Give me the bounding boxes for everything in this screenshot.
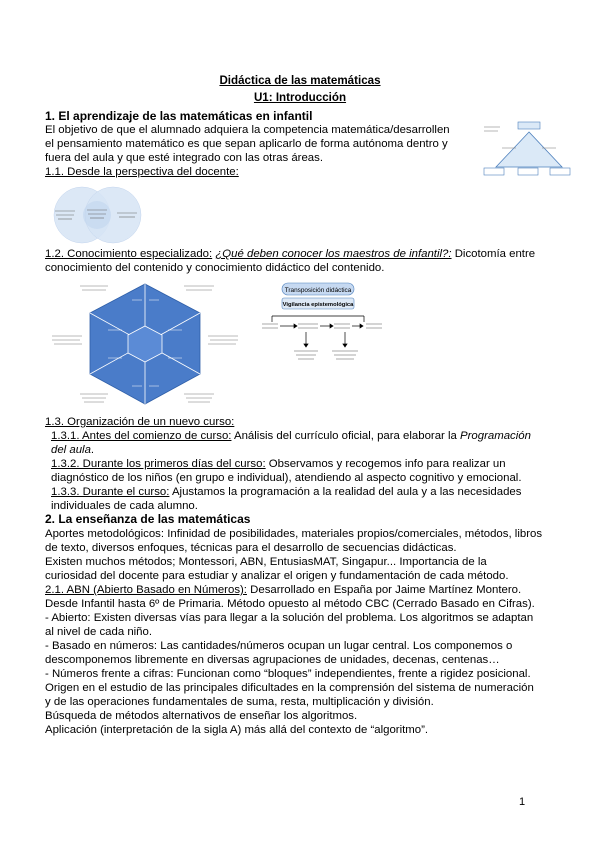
- list-item: - Abierto: Existen diversas vías para llegar a la solución del problema. Los algoritmos se adaptan: [45, 612, 534, 624]
- section-2-heading: 2. La enseñanza de las matemáticas: [45, 512, 251, 526]
- paragraph-line: el pensamiento matemático es que sepan aplicarlo de forma autónoma dentro y: [45, 138, 448, 150]
- triangle-diagram-figure: [480, 120, 575, 178]
- subsection-2-1: 2.1. ABN (Abierto Basado en Números): Desarrollado en España por Jaime Martínez Montero.: [45, 584, 522, 596]
- page-number: 1: [519, 796, 526, 808]
- document-title: Didáctica de las matemáticas: [219, 74, 381, 87]
- venn-diagram-figure: [47, 186, 147, 244]
- paragraph-line: Origen en el estudio de las principales dificultades en la comprensión del sistema de numeración: [45, 682, 534, 694]
- hexagon-knowledge-figure: [50, 280, 240, 410]
- subsection-1-2: 1.2. Conocimiento especializado: ¿Qué deben conocer los maestros de infantil?: Dicotomía entre: [45, 248, 536, 260]
- list-item-continuation: al nivel de cada niño.: [45, 626, 153, 638]
- subsection-1-3: 1.3. Organización de un nuevo curso:: [45, 416, 235, 428]
- list-item: - Basado en números: Las cantidades/números ocupan un lugar central. Los componemos o: [45, 640, 513, 652]
- paragraph-line: diagnóstico de los niños (en grupo e individual), atendiendo al aspecto cognitivo y emocional.: [51, 472, 522, 484]
- subsection-1-1: 1.1. Desde la perspectiva del docente:: [45, 166, 239, 178]
- paragraph-line: de texto, diversos enfoques, técnicas para el desarrollo de secuencias didácticas.: [45, 542, 457, 554]
- flow-top-label: Transposición didáctica: [284, 287, 352, 294]
- paragraph-line: El objetivo de que el alumnado adquiera la competencia matemática/desarrollen: [45, 124, 450, 136]
- paragraph-line: fuera del aula y que esté integrado con las otras áreas.: [45, 152, 323, 164]
- paragraph-line: Aplicación (interpretación de la sigla A) más allá del contexto de “algoritmo”.: [45, 724, 429, 736]
- paragraph-line: Búsqueda de métodos alternativos de enseñar los algoritmos.: [45, 710, 358, 722]
- subsection-1-3-3: 1.3.3. Durante el curso: Ajustamos la programación a la realidad del aula y a las necesidades: [51, 486, 522, 498]
- subsection-1-3-1: 1.3.1. Antes del comienzo de curso: Análisis del currículo oficial, para elaborar la Programación: [51, 430, 531, 442]
- paragraph-line: conocimiento del contenido y conocimiento didáctico del contenido.: [45, 262, 385, 274]
- paragraph-line: curiosidad del docente para estudiar y analizar el origen y fundamentación de cada método.: [45, 570, 509, 582]
- paragraph-line: Desde Infantil hasta 6º de Primaria. Método opuesto al método CBC (Cerrado Basado en Cifras).: [45, 598, 535, 610]
- paragraph-line: y de las operaciones fundamentales de suma, resta, multiplicación y división.: [45, 696, 434, 708]
- paragraph-line: individuales de cada alumno.: [51, 500, 198, 512]
- paragraph-line: Aportes metodológicos: Infinidad de posibilidades, materiales propios/comerciales, métodos, libros: [45, 528, 543, 540]
- unit-title: U1: Introducción: [253, 91, 347, 104]
- transposition-flow-figure: [250, 282, 385, 372]
- flow-mid-label: Vigilancia epistemológica: [282, 302, 354, 308]
- paragraph-line: del aula.: [51, 444, 95, 456]
- paragraph-line: Existen muchos métodos; Montessori, ABN, EntusiasMAT, Singapur... Importancia de la: [45, 556, 487, 568]
- subsection-1-3-2: 1.3.2. Durante los primeros días del curso: Observamos y recogemos info para realizar un: [51, 458, 506, 470]
- list-item: - Números frente a cifras: Funcionan como “bloques” independientes, frente a rigidez posicional.: [45, 668, 531, 680]
- section-1-heading: 1. El aprendizaje de las matemáticas en infantil: [45, 109, 313, 123]
- list-item-continuation: descomponemos libremente en diversas agrupaciones de unidades, decenas, centenas…: [45, 654, 500, 666]
